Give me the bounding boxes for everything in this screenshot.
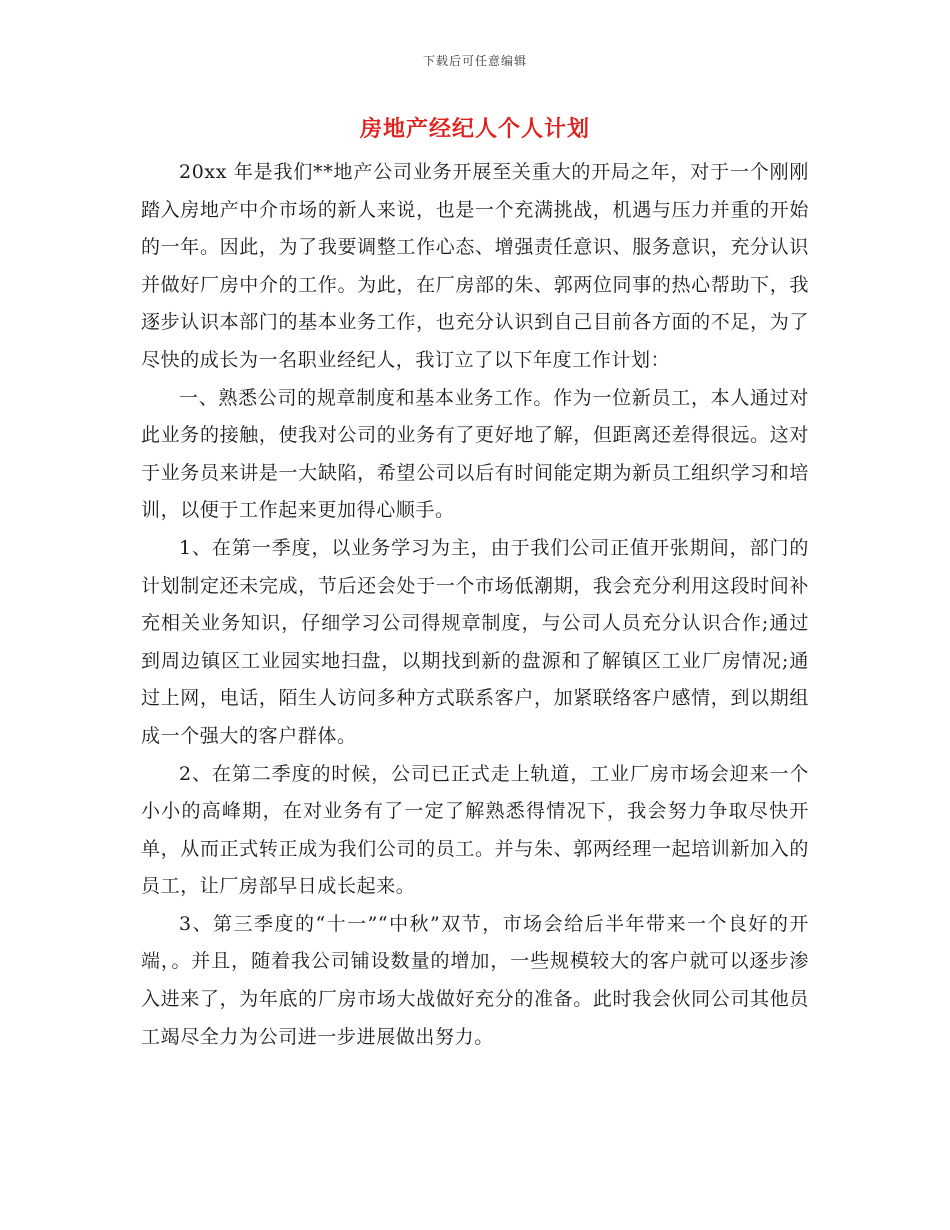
page-header-caption: 下载后可任意编辑 [422, 54, 527, 68]
paragraph-quarter-two: 2、在第二季度的时候，公司已正式走上轨道，工业厂房市场会迎来一个小小的高峰期，在对业务有了一定了解熟悉得情况下，我会努力争取尽快开单，从而正式转正成为我们公司的员工。并与朱、郭两经理一起培训新加入的员工，让厂房部早日成长起来。 [141, 762, 809, 898]
paragraph-quarter-three: 3、第三季度的“十一”“中秋”双节，市场会给后半年带来一个良好的开端，。并且，随着我公司铺设数量的增加，一些规模较大的客户就可以逐步渗入进来了，为年底的厂房市场大战做好充分的准备。此时我会伙同公司其他员工竭尽全力为公司进一步进展做出努力。 [141, 912, 809, 1048]
document-body [141, 154, 809, 1056]
document-title: 房地产经纪人个人计划 [359, 116, 590, 142]
paragraph-section-one: 一、熟悉公司的规章制度和基本业务工作。作为一位新员工，本人通过对此业务的接触，使我对公司的业务有了更好地了解，但距离还差得很远。这对于业务员来讲是一大缺陷，希望公司以后有时间能定期为新员工组织学习和培训，以便于工作起来更加得心顺手。 [141, 386, 809, 522]
paragraph-intro: 20xx 年是我们**地产公司业务开展至关重大的开局之年，对于一个刚刚踏入房地产中介市场的新人来说，也是一个充满挑战，机遇与压力并重的开始的一年。因此，为了我要调整工作心态、增强责任意识、服务意识，充分认识并做好厂房中介的工作。为此，在厂房部的朱、郭两位同事的热心帮助下，我逐步认识本部门的基本业务工作，也充分认识到自己目前各方面的不足，为了尽快的成长为一名职业经纪人，我订立了以下年度工作计划： [141, 161, 809, 371]
paragraph-quarter-one: 1、在第一季度，以业务学习为主，由于我们公司正值开张期间，部门的计划制定还未完成，节后还会处于一个市场低潮期，我会充分利用这段时间补充相关业务知识，仔细学习公司得规章制度，与公司人员充分认识合作;通过到周边镇区工业园实地扫盘，以期找到新的盘源和了解镇区工业厂房情况;通过上网，电话，陌生人访问多种方式联系客户，加紧联络客户感情，到以期组成一个强大的客户群体。 [141, 536, 809, 747]
